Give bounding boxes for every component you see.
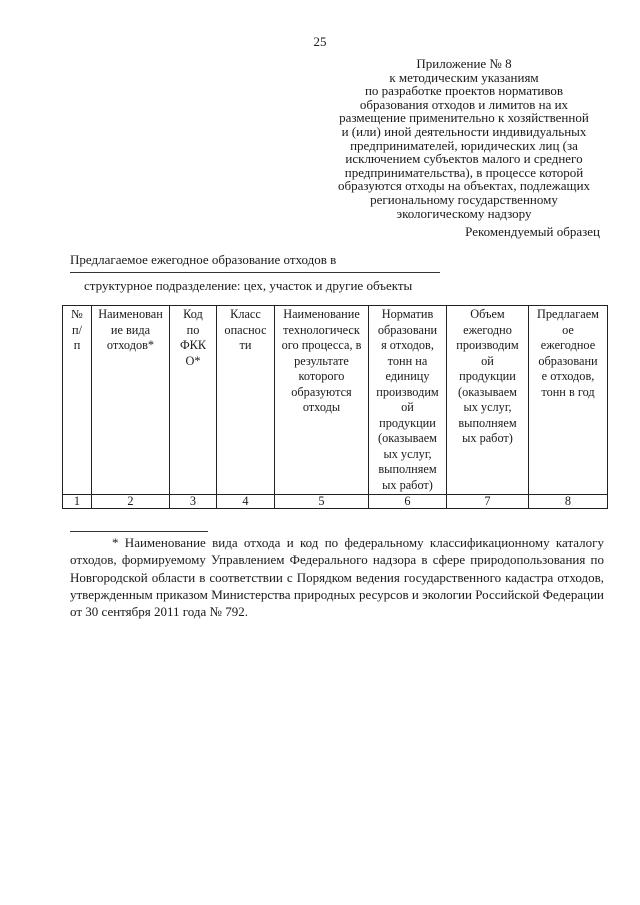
recommended-sample-label: Рекомендуемый образец: [465, 224, 600, 239]
table-header-line: ие вида: [110, 322, 151, 337]
table-header-line: ое: [562, 322, 574, 337]
table-header-line: ого процесса, в: [281, 338, 362, 352]
table-header-line: продукции: [459, 369, 516, 383]
table-header-line: ой: [401, 400, 414, 414]
footnote-line: * Наименование вида отхода и код по федеральному классификационному каталогу: [112, 535, 604, 550]
waste-table: [62, 305, 608, 509]
footnote-line: утвержденным приказом Министерства природных ресурсов и экологии Российской Федерации: [70, 586, 604, 602]
appendix-line: Приложение № 8: [416, 56, 512, 71]
table-column-number: 6: [369, 495, 447, 509]
table-header-line: тонн в год: [541, 384, 595, 399]
table-header-cell: [92, 306, 170, 495]
table-header-line: ых услуг,: [463, 400, 512, 414]
table-number-row: [63, 495, 608, 509]
table-header-cell: [63, 306, 92, 495]
table-header-cell: [447, 306, 529, 495]
table-header-line: я отходов,: [381, 338, 434, 352]
table-header-line: Код: [183, 307, 203, 321]
footnote-rule: [70, 531, 208, 532]
table-header-line: №: [71, 307, 83, 321]
table-header-line: образовани: [538, 353, 598, 368]
table-header-line: образуются: [291, 384, 352, 399]
table-header-line: Объем: [470, 307, 505, 321]
table-header-line: отходов*: [106, 338, 155, 352]
table-header-line: выполняем: [378, 462, 437, 476]
appendix-line: размещение применительно к хозяйственной: [339, 110, 589, 126]
appendix-line: исключением субъектов малого и среднего: [345, 151, 583, 167]
table-header-line: ой: [481, 353, 494, 368]
page-number: 25: [313, 34, 327, 49]
table-header-line: отходы: [302, 400, 341, 414]
appendix-line: образования отходов и лимитов на их: [359, 96, 569, 112]
table-header-cell: [170, 306, 217, 495]
table-column-number: 3: [170, 495, 217, 509]
table-header-row: [63, 306, 608, 495]
table-header-line: ежегодное: [540, 338, 596, 352]
appendix-line: экологическому надзору: [396, 205, 532, 221]
table-header-cell: [275, 306, 369, 495]
appendix-line: образуются отходы на объектах, подлежащих: [337, 178, 591, 194]
table-header-line: тонн на: [387, 353, 428, 368]
table-header-line: Класс: [230, 307, 261, 321]
table-header-line: которого: [298, 369, 345, 383]
table-header-cell: [217, 306, 275, 495]
table-column-number: 1: [63, 495, 92, 509]
table-header-line: (оказываем: [378, 431, 437, 445]
appendix-line: к методическим указаниям: [389, 69, 539, 85]
table-column-number: 4: [217, 495, 275, 509]
table-header-line: результате: [294, 353, 349, 368]
table-header-line: технологическ: [283, 322, 360, 337]
proposed-generation-title: Предлагаемое ежегодное образование отходов в: [70, 252, 337, 267]
table-header-line: ФКК: [179, 338, 207, 352]
appendix-line: региональному государственному: [370, 191, 558, 207]
table-header-line: Наименован: [98, 307, 163, 321]
table-header-line: Предлагаем: [537, 307, 599, 321]
appendix-line: предпринимательства), в процессе которой: [344, 164, 584, 180]
table-header-line: п/: [72, 322, 82, 337]
table-header-line: ых работ): [382, 477, 433, 492]
fill-in-line: [70, 272, 440, 273]
appendix-line: и (или) иной деятельности индивидуальных: [341, 123, 587, 139]
table-column-number: 2: [92, 495, 170, 509]
table-header-line: ых услуг,: [383, 446, 432, 461]
table-header-line: (оказываем: [458, 384, 517, 399]
table-header-line: п: [73, 338, 81, 352]
table-header-line: е отходов,: [541, 369, 595, 383]
table-header-line: по: [186, 322, 200, 337]
table-header-line: производим: [456, 338, 519, 352]
table-header-line: образовани: [377, 322, 438, 337]
table-column-number: 8: [529, 495, 608, 509]
table-header-line: ти: [239, 338, 252, 352]
footnote-line: от 30 сентября 2011 года № 792.: [70, 604, 248, 620]
table-header-line: Норматив: [381, 307, 434, 321]
footnote-line: отходов, формируемому Управлением Федерального надзора в сфере природопользования по: [70, 552, 604, 568]
table-header-line: Наименование: [283, 307, 360, 321]
footnote-line: Новгородской области в соответствии с Порядком ведения государственного кадастра отходов,: [70, 569, 604, 585]
appendix-header: [324, 57, 604, 220]
table-column-number: 7: [447, 495, 529, 509]
table-header-line: ых работ): [462, 431, 513, 445]
footnote: [70, 534, 604, 620]
appendix-line: предпринимателей, юридических лиц (за: [350, 137, 578, 153]
table-header-line: О*: [185, 353, 201, 368]
table-column-number: 5: [275, 495, 369, 509]
table-header-line: выполняем: [458, 415, 517, 430]
table-header-line: ежегодно: [463, 322, 512, 337]
appendix-line: по разработке проектов нормативов: [364, 83, 564, 99]
table-header-line: единицу: [385, 369, 430, 383]
table-header-cell: [529, 306, 608, 495]
table-header-cell: [369, 306, 447, 495]
table-header-line: продукции: [379, 415, 436, 430]
table-header-line: производим: [376, 384, 439, 399]
subdivision-label: структурное подразделение: цех, участок и другие объекты: [84, 278, 413, 293]
table-header-line: опаснос: [224, 322, 267, 337]
